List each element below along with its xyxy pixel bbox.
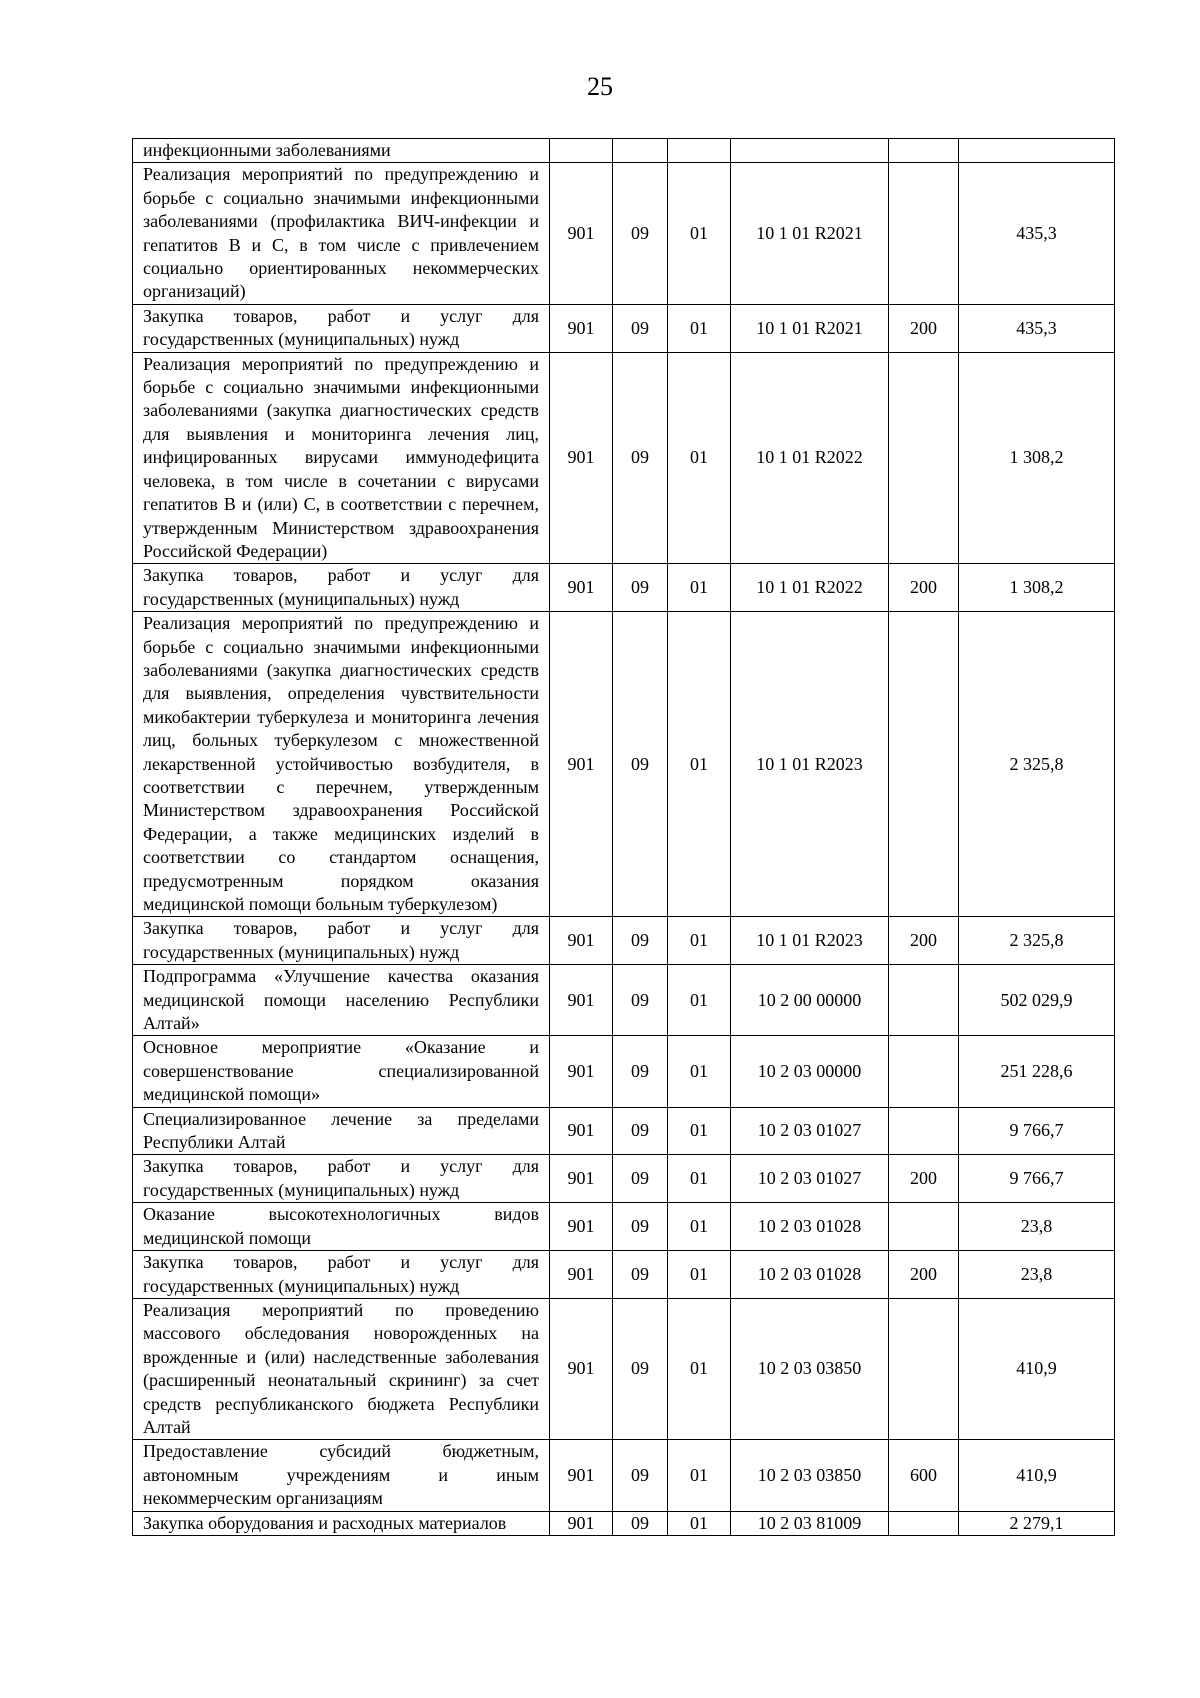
target-article-cell: 10 2 03 01028	[731, 1203, 889, 1251]
item-name-cell: Реализация мероприятий по предупреждению и борьбе с социально значимыми инфекционными заболеваниями (закупка диагностических средств для выявления, определения чувствительности микобактерии туберкулеза и мониторинга лечения лиц, больных туберкулезом с множественной лекарственной устойчивостью возбудителя, в соответствии с перечнем, утвержденным Министерством здравоохранения Российской Федерации, а также медицинских изделий в соответствии со стандартом оснащения, предусмотренным порядком оказания медицинской помощи больным туберкулезом)	[133, 612, 550, 917]
subsection-code-cell: 01	[668, 612, 731, 917]
section-code-cell: 09	[613, 1511, 668, 1535]
table-row	[133, 965, 1115, 1036]
amount-cell: 1 308,2	[959, 352, 1115, 564]
ministry-code-cell: 901	[550, 965, 613, 1036]
table-row	[133, 1155, 1115, 1203]
table-row	[133, 612, 1115, 917]
amount-cell: 9 766,7	[959, 1155, 1115, 1203]
amount-cell: 1 308,2	[959, 564, 1115, 612]
expense-type-cell: 600	[889, 1440, 959, 1511]
target-article-cell: 10 2 03 01027	[731, 1107, 889, 1155]
table-row	[133, 1107, 1115, 1155]
target-article-cell: 10 1 01 R2023	[731, 612, 889, 917]
subsection-code-cell: 01	[668, 352, 731, 564]
item-name-cell: Закупка товаров, работ и услуг для государственных (муниципальных) нужд	[133, 304, 550, 352]
expense-type-cell	[889, 1298, 959, 1439]
subsection-code-cell: 01	[668, 1203, 731, 1251]
amount-cell: 410,9	[959, 1298, 1115, 1439]
item-name-cell: Подпрограмма «Улучшение качества оказания медицинской помощи населению Республики Алтай»	[133, 965, 550, 1036]
target-article-cell: 10 2 03 01028	[731, 1251, 889, 1299]
expense-type-cell	[889, 352, 959, 564]
item-name-cell: Основное мероприятие «Оказание и совершенствование специализированной медицинской помощи»	[133, 1036, 550, 1107]
item-name-cell: Специализированное лечение за пределами Республики Алтай	[133, 1107, 550, 1155]
target-article-cell: 10 1 01 R2022	[731, 564, 889, 612]
ministry-code-cell: 901	[550, 1440, 613, 1511]
subsection-code-cell: 01	[668, 1251, 731, 1299]
section-code-cell	[613, 139, 668, 163]
ministry-code-cell: 901	[550, 1203, 613, 1251]
table-row	[133, 163, 1115, 304]
ministry-code-cell: 901	[550, 1155, 613, 1203]
expense-type-cell	[889, 1511, 959, 1535]
table-row	[133, 1511, 1115, 1535]
section-code-cell: 09	[613, 612, 668, 917]
section-code-cell: 09	[613, 917, 668, 965]
section-code-cell: 09	[613, 1298, 668, 1439]
amount-cell	[959, 139, 1115, 163]
expense-type-cell: 200	[889, 564, 959, 612]
item-name-cell: Предоставление субсидий бюджетным, автономным учреждениям и иным некоммерческим организациям	[133, 1440, 550, 1511]
target-article-cell: 10 1 01 R2023	[731, 917, 889, 965]
target-article-cell: 10 2 03 00000	[731, 1036, 889, 1107]
expense-type-cell	[889, 139, 959, 163]
item-name-cell: Реализация мероприятий по проведению массового обследования новорожденных на врожденные и (или) наследственные заболевания (расширенный неонатальный скрининг) за счет средств республиканского бюджета Республики Алтай	[133, 1298, 550, 1439]
ministry-code-cell: 901	[550, 612, 613, 917]
item-name-cell: Оказание высокотехнологичных видов медицинской помощи	[133, 1203, 550, 1251]
amount-cell: 502 029,9	[959, 965, 1115, 1036]
subsection-code-cell: 01	[668, 1155, 731, 1203]
expense-type-cell	[889, 612, 959, 917]
item-name-cell: инфекционными заболеваниями	[133, 139, 550, 163]
table-row	[133, 139, 1115, 163]
amount-cell: 435,3	[959, 163, 1115, 304]
table-row	[133, 1298, 1115, 1439]
item-name-cell: Закупка товаров, работ и услуг для государственных (муниципальных) нужд	[133, 917, 550, 965]
subsection-code-cell: 01	[668, 163, 731, 304]
target-article-cell: 10 2 00 00000	[731, 965, 889, 1036]
ministry-code-cell: 901	[550, 1251, 613, 1299]
item-name-cell: Реализация мероприятий по предупреждению и борьбе с социально значимыми инфекционными заболеваниями (профилактика ВИЧ-инфекции и гепатитов В и С, в том числе с привлечением социально ориентированных некоммерческих организаций)	[133, 163, 550, 304]
ministry-code-cell: 901	[550, 304, 613, 352]
subsection-code-cell: 01	[668, 1440, 731, 1511]
amount-cell: 2 279,1	[959, 1511, 1115, 1535]
subsection-code-cell: 01	[668, 1511, 731, 1535]
table-row	[133, 1440, 1115, 1511]
section-code-cell: 09	[613, 1107, 668, 1155]
section-code-cell: 09	[613, 1036, 668, 1107]
section-code-cell: 09	[613, 1440, 668, 1511]
item-name-cell: Закупка оборудования и расходных материалов	[133, 1511, 550, 1535]
item-name-cell: Закупка товаров, работ и услуг для государственных (муниципальных) нужд	[133, 1251, 550, 1299]
table-row	[133, 917, 1115, 965]
ministry-code-cell: 901	[550, 1511, 613, 1535]
table-row	[133, 1203, 1115, 1251]
amount-cell: 435,3	[959, 304, 1115, 352]
subsection-code-cell	[668, 139, 731, 163]
table-row	[133, 564, 1115, 612]
expense-type-cell	[889, 1107, 959, 1155]
target-article-cell: 10 2 03 81009	[731, 1511, 889, 1535]
ministry-code-cell: 901	[550, 163, 613, 304]
target-article-cell: 10 1 01 R2021	[731, 163, 889, 304]
amount-cell: 23,8	[959, 1203, 1115, 1251]
ministry-code-cell	[550, 139, 613, 163]
section-code-cell: 09	[613, 1203, 668, 1251]
ministry-code-cell: 901	[550, 1107, 613, 1155]
section-code-cell: 09	[613, 564, 668, 612]
expense-type-cell	[889, 965, 959, 1036]
subsection-code-cell: 01	[668, 564, 731, 612]
expense-type-cell: 200	[889, 304, 959, 352]
expense-type-cell	[889, 163, 959, 304]
section-code-cell: 09	[613, 965, 668, 1036]
amount-cell: 9 766,7	[959, 1107, 1115, 1155]
ministry-code-cell: 901	[550, 917, 613, 965]
table-row	[133, 352, 1115, 564]
section-code-cell: 09	[613, 304, 668, 352]
expense-type-cell: 200	[889, 1251, 959, 1299]
item-name-cell: Закупка товаров, работ и услуг для государственных (муниципальных) нужд	[133, 564, 550, 612]
subsection-code-cell: 01	[668, 965, 731, 1036]
expense-type-cell: 200	[889, 917, 959, 965]
table-body	[133, 139, 1115, 1536]
expense-type-cell	[889, 1036, 959, 1107]
budget-table	[132, 138, 1115, 1536]
expense-type-cell: 200	[889, 1155, 959, 1203]
section-code-cell: 09	[613, 1155, 668, 1203]
target-article-cell: 10 2 03 03850	[731, 1440, 889, 1511]
subsection-code-cell: 01	[668, 1298, 731, 1439]
target-article-cell	[731, 139, 889, 163]
amount-cell: 2 325,8	[959, 917, 1115, 965]
section-code-cell: 09	[613, 1251, 668, 1299]
amount-cell: 251 228,6	[959, 1036, 1115, 1107]
ministry-code-cell: 901	[550, 1298, 613, 1439]
subsection-code-cell: 01	[668, 304, 731, 352]
target-article-cell: 10 2 03 01027	[731, 1155, 889, 1203]
amount-cell: 2 325,8	[959, 612, 1115, 917]
section-code-cell: 09	[613, 352, 668, 564]
page-number: 25	[587, 72, 613, 101]
ministry-code-cell: 901	[550, 564, 613, 612]
target-article-cell: 10 2 03 03850	[731, 1298, 889, 1439]
amount-cell: 410,9	[959, 1440, 1115, 1511]
subsection-code-cell: 01	[668, 1107, 731, 1155]
table-row	[133, 304, 1115, 352]
amount-cell: 23,8	[959, 1251, 1115, 1299]
table-row	[133, 1251, 1115, 1299]
target-article-cell: 10 1 01 R2022	[731, 352, 889, 564]
subsection-code-cell: 01	[668, 917, 731, 965]
subsection-code-cell: 01	[668, 1036, 731, 1107]
item-name-cell: Реализация мероприятий по предупреждению и борьбе с социально значимыми инфекционными заболеваниями (закупка диагностических средств для выявления и мониторинга лечения лиц, инфицированных вирусами иммунодефицита человека, в том числе в сочетании с вирусами гепатитов В и (или) С, в соответствии с перечнем, утвержденным Министерством здравоохранения Российской Федерации)	[133, 352, 550, 564]
target-article-cell: 10 1 01 R2021	[731, 304, 889, 352]
section-code-cell: 09	[613, 163, 668, 304]
item-name-cell: Закупка товаров, работ и услуг для государственных (муниципальных) нужд	[133, 1155, 550, 1203]
expense-type-cell	[889, 1203, 959, 1251]
ministry-code-cell: 901	[550, 1036, 613, 1107]
ministry-code-cell: 901	[550, 352, 613, 564]
table-row	[133, 1036, 1115, 1107]
